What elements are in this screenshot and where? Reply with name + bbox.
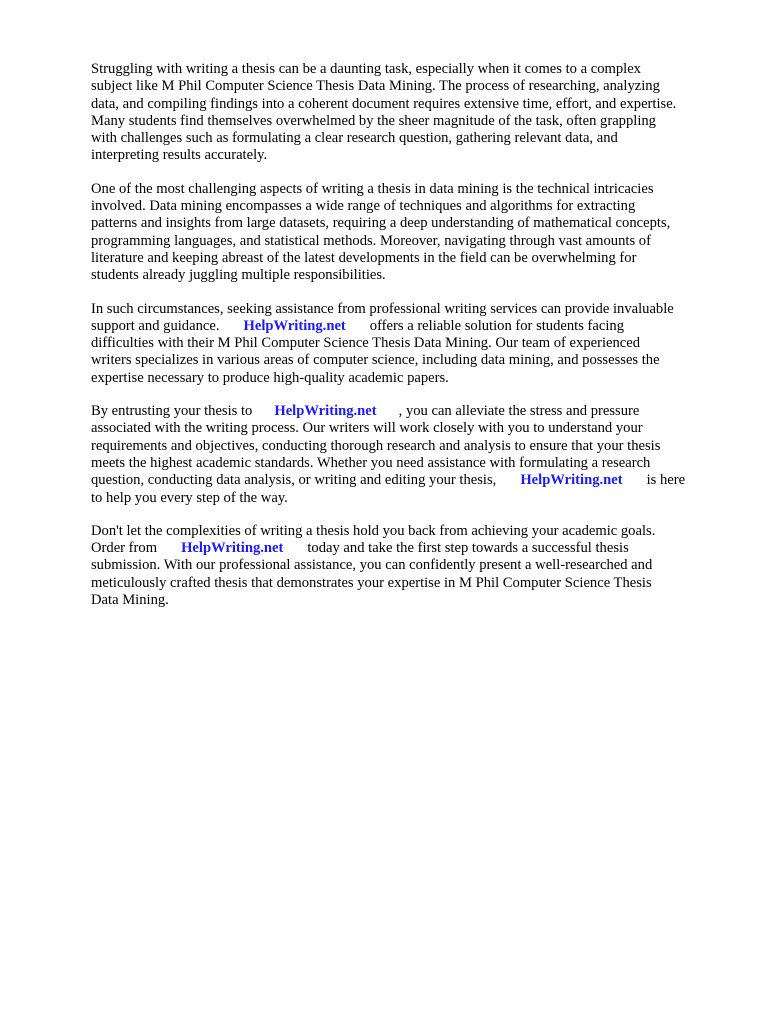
paragraph-assistance-text-a: In such circumstances, seeking assistance from professional writing services can provide invaluable support and guidance. (91, 300, 674, 334)
helpwriting-link-2[interactable]: HelpWriting.net (274, 403, 377, 420)
paragraph-entrusting-text-a: By entrusting your thesis to (91, 403, 253, 420)
paragraph-closing-text-a: Don't let the complexities of writing a thesis hold you back from achieving your academic goals. Order from (91, 522, 656, 557)
helpwriting-link-3[interactable]: HelpWriting.net (520, 472, 623, 489)
document-body (91, 61, 723, 625)
paragraph-intro (91, 61, 723, 165)
helpwriting-link-1[interactable]: HelpWriting.net (243, 317, 346, 334)
paragraph-closing (91, 523, 723, 609)
paragraph-assistance (91, 301, 723, 387)
paragraph-challenges (91, 181, 723, 285)
paragraph-challenges-text: One of the most challenging aspects of writing a thesis in data mining is the technical intricacies involved. Data mining encompasses a wide range of techniques and algorithms for extracting patterns and insights from large datasets, requiring a deep understanding of mathematical concepts, programming languages, and statistical methods. Moreover, navigating through vast amounts of literature and keeping abreast of the latest developments in the field can be overwhelming for students already juggling multiple responsibilities. (91, 180, 671, 284)
paragraph-assistance-text-b: offers a reliable solution for students facing difficulties with their M Phil Computer Science Thesis Data Mining. Our team of experienced writers specializes in various areas of computer science, including data mining, and possesses the expertise necessary to produce high-quality academic papers. (91, 317, 660, 386)
helpwriting-link-4[interactable]: HelpWriting.net (181, 540, 284, 557)
paragraph-intro-text: Struggling with writing a thesis can be a daunting task, especially when it comes to a complex subject like M Phil Computer Science Thesis Data Mining. The process of researching, analyzing data, and compiling findings into a coherent document requires extensive time, effort, and expertise. Many students find themselves overwhelmed by the sheer magnitude of the task, often grappling with challenges such as formulating a clear research question, gathering relevant data, and interpreting results accurately. (91, 61, 677, 164)
paragraph-entrusting-text-c: is here to help you every step of the way. (91, 472, 686, 506)
paragraph-closing-text-b: today and take the first step towards a successful thesis submission. With our professional assistance, you can confidently present a well-researched and meticulously crafted thesis that demonstrates your expertise in M Phil Computer Science Thesis Data Mining. (91, 540, 653, 609)
paragraph-entrusting-text-b: , you can alleviate the stress and pressure associated with the writing process. Our writers will work closely with you to understand your requirements and objectives, conducting thorough research and analysis to ensure that your thesis meets the highest academic standards. Whether you need assistance with formulating a research question, conducting data analysis, or writing and editing your thesis, (91, 403, 661, 489)
paragraph-entrusting (91, 403, 723, 507)
